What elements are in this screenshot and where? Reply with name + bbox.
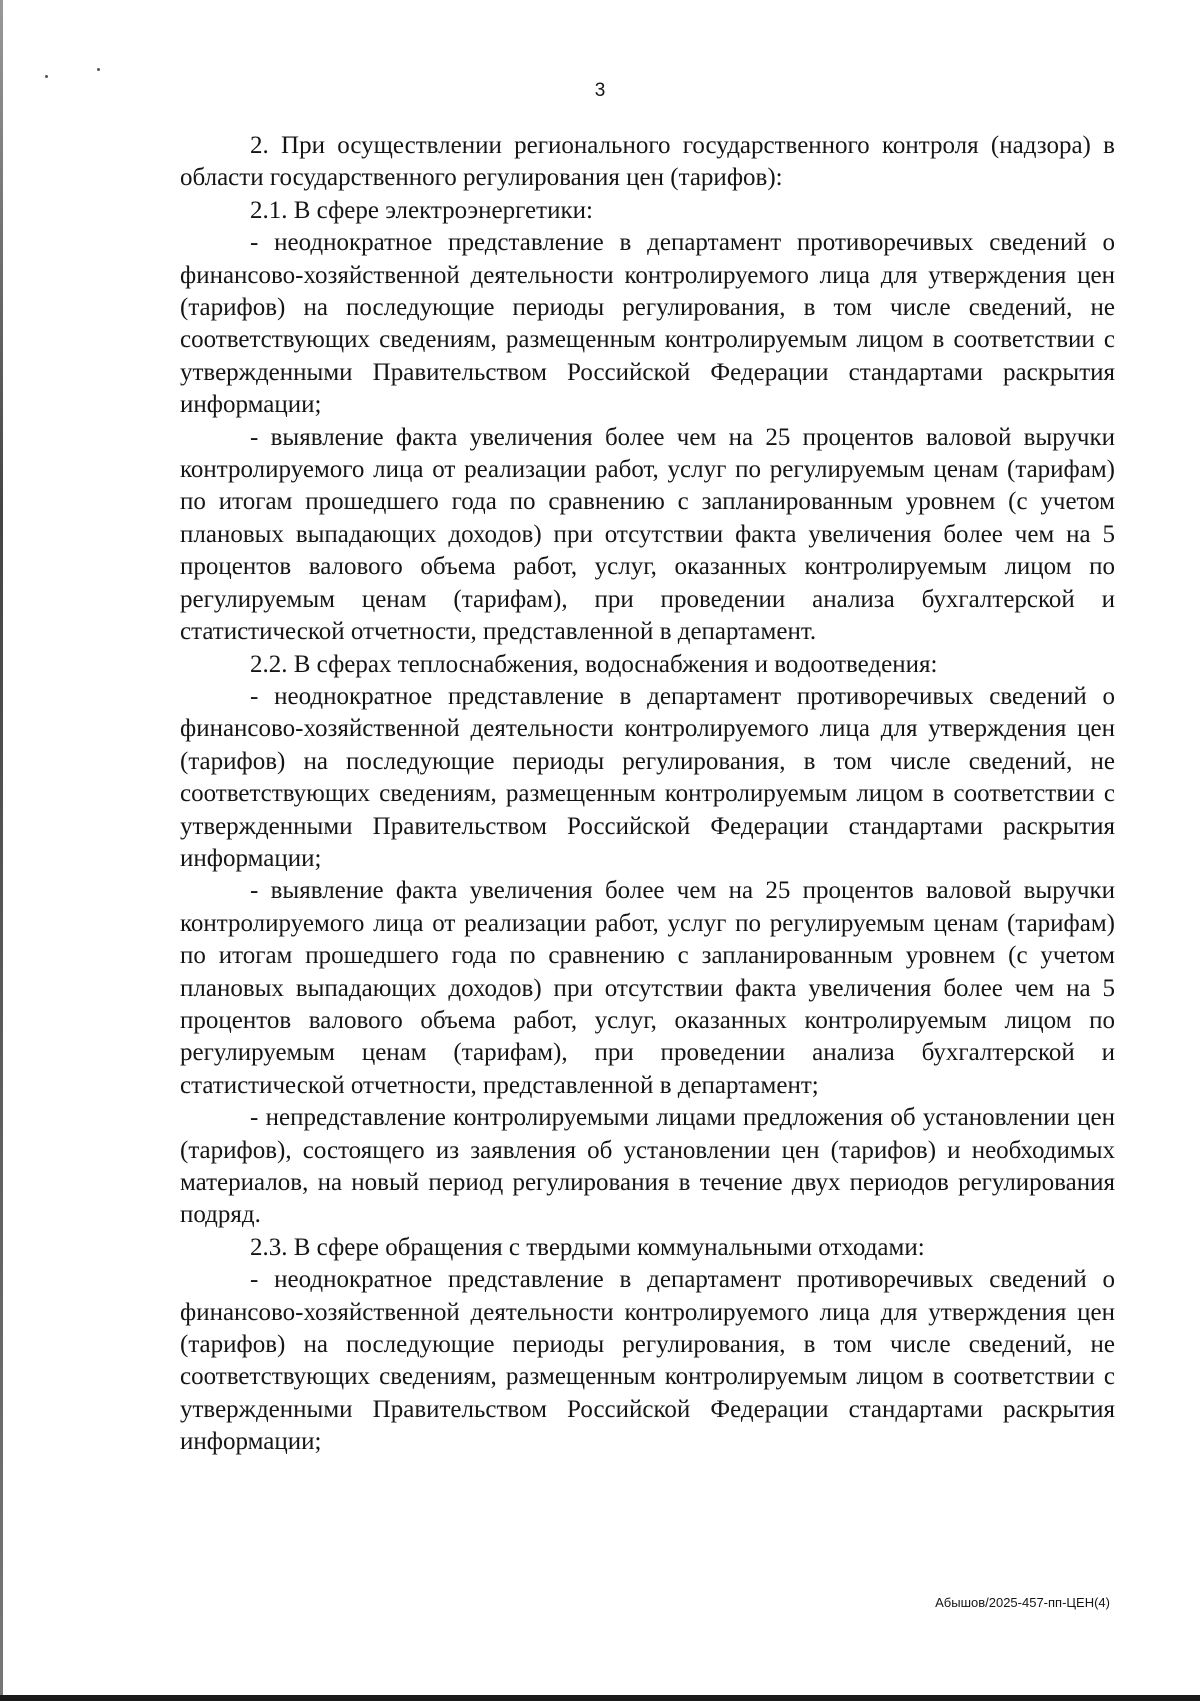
paragraph-item: - неоднократное представление в департамент противоречивых сведений о финансово-хозяйственной деятельности контролируемого лица для утверждения цен (тарифов) на последующие периоды регулирования, в том числе сведений, не соответствующих сведениям, размещенным контролируемым лицом в соответствии с утвержденными Правительством Российской Федерации стандартами раскрытия информации; (180, 1266, 1115, 1456)
paragraph-item: - неоднократное представление в департамент противоречивых сведений о финансово-хозяйственной деятельности контролируемого лица для утверждения цен (тарифов) на последующие периоды регулирования, в том числе сведений, не соответствующих сведениям, размещенным контролируемым лицом в соответствии с утвержденными Правительством Российской Федерации стандартами раскрытия информации; (180, 682, 1115, 872)
paragraph-item: - непредставление контролируемыми лицами предложения об установлении цен (тарифов), состоящего из заявления об установлении цен (тарифов) и необходимых материалов, на новый период регулирования в течение двух периодов регулирования подряд. (180, 1104, 1115, 1229)
scan-edge-bottom (0, 1695, 1200, 1701)
paragraph-item: - неоднократное представление в департамент противоречивых сведений о финансово-хозяйственной деятельности контролируемого лица для утверждения цен (тарифов) на последующие периоды регулирования, в том числе сведений, не соответствующих сведениям, размещенным контролируемым лицом в соответствии с утвержденными Правительством Российской Федерации стандартами раскрытия информации; (180, 229, 1115, 419)
scan-speck (45, 75, 48, 78)
paragraph-subsection-2-1: 2.1. В сфере электроэнергетики: (250, 196, 593, 224)
paragraph-section-2: 2. При осуществлении регионального государственного контроля (надзора) в области государственного регулирования цен (тарифов): (180, 132, 1115, 192)
page-number: 3 (594, 80, 606, 101)
document-body (180, 130, 1115, 1459)
paragraph-item: - выявление факта увеличения более чем на 25 процентов валовой выручки контролируемого лица от реализации работ, услуг по регулируемым ценам (тарифам) по итогам прошедшего года по сравнению с запланированным уровнем (с учетом плановых выпадающих доходов) при отсутствии факта увеличения более чем на 5 процентов валового объема работ, услуг, оказанных контролируемым лицом по регулируемым ценам (тарифам), при проведении анализа бухгалтерской и статистической отчетности, представленной в департамент; (180, 877, 1115, 1099)
paragraph-subsection-2-2: 2.2. В сферах теплоснабжения, водоснабжения и водоотведения: (250, 650, 938, 678)
paragraph-subsection-2-3: 2.3. В сфере обращения с твердыми коммунальными отходами: (250, 1233, 925, 1261)
scan-speck (97, 68, 100, 71)
scan-edge-left (0, 0, 3, 1701)
paragraph-item: - выявление факта увеличения более чем на 25 процентов валовой выручки контролируемого лица от реализации работ, услуг по регулируемым ценам (тарифам) по итогам прошедшего года по сравнению с запланированным уровнем (с учетом плановых выпадающих доходов) при отсутствии факта увеличения более чем на 5 процентов валового объема работ, услуг, оказанных контролируемым лицом по регулируемым ценам (тарифам), при проведении анализа бухгалтерской и статистической отчетности, представленной в департамент. (180, 423, 1115, 646)
document-reference-code: Абышов/2025-457-пп-ЦЕН(4) (935, 1595, 1110, 1610)
